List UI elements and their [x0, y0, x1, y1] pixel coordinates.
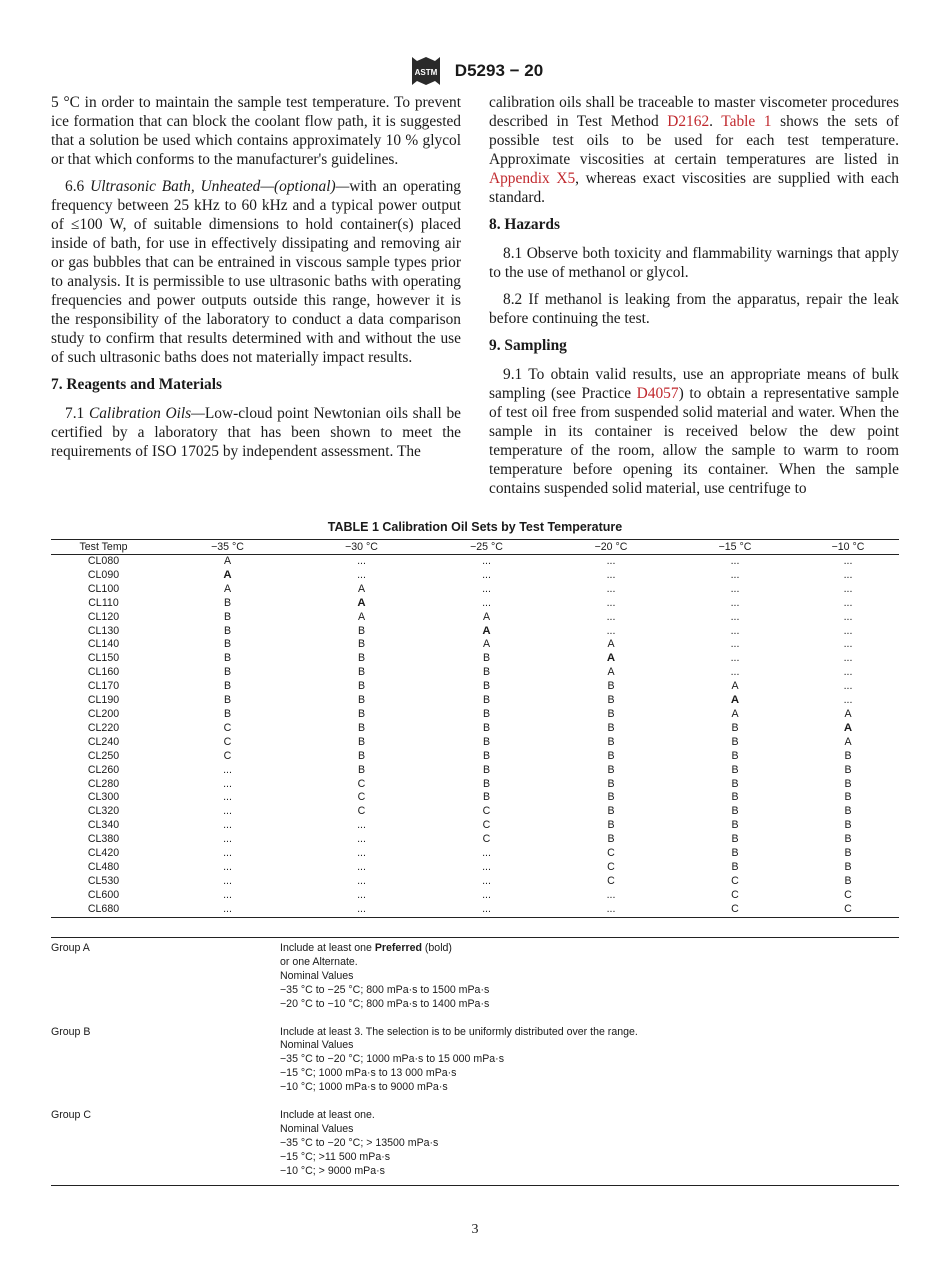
set-cell: B — [357, 624, 366, 637]
text-run: shows the sets of possible test oils to be used for each test temperature. Approximate viscosities at certain temperatures are listed in — [489, 113, 899, 168]
paragraph-text: Low-cloud point Newtonian oils shall be certified by a laboratory that has been shown to meet the requirements of ISO 17025 by independent assessment. The — [51, 405, 461, 460]
set-cell: B — [223, 680, 232, 693]
set-cell: ... — [843, 624, 853, 637]
set-cell: ... — [482, 874, 491, 887]
section-heading-7: 7. Reagents and Materials — [51, 376, 222, 393]
text-run: , whereas exact viscosities are supplied with each standard. — [489, 170, 900, 206]
table-row — [51, 736, 899, 750]
set-cell: ... — [482, 555, 491, 567]
set-cell: B — [223, 666, 232, 679]
oil-id-cell: CL140 — [87, 638, 120, 651]
set-cell: A — [844, 707, 852, 720]
group-line: Include at least 3. The selection is to be uniformly distributed over the range. — [280, 1025, 638, 1038]
set-cell: B — [844, 791, 852, 804]
group-line: −10 °C; > 9000 mPa·s — [280, 1164, 385, 1177]
set-cell: ... — [843, 610, 853, 623]
text-run: calibration oils shall be traceable to master viscometer procedures described in Test Method — [489, 94, 899, 130]
set-cell: B — [607, 749, 615, 762]
set-cell: C — [357, 777, 366, 790]
set-cell: ... — [223, 791, 232, 804]
table-row — [51, 805, 899, 819]
set-cell: ... — [730, 638, 740, 651]
set-cell: ... — [482, 888, 491, 901]
set-cell: B — [607, 694, 615, 707]
group-line: Nominal Values — [280, 969, 354, 982]
set-cell: C — [607, 874, 615, 887]
table-footnotes — [51, 937, 899, 1186]
group-line: −10 °C; 1000 mPa·s to 9000 mPa·s — [280, 1081, 448, 1094]
set-cell: ... — [606, 610, 616, 623]
set-cell: B — [607, 721, 615, 734]
set-cell: C — [844, 888, 852, 901]
link-table-1[interactable]: Table 1 — [721, 113, 772, 130]
set-cell: B — [482, 777, 491, 790]
set-cell: ... — [606, 624, 616, 637]
oil-id-cell: CL220 — [87, 721, 120, 734]
set-cell: B — [607, 763, 615, 776]
link-d4057[interactable]: D4057 — [636, 385, 679, 402]
set-cell: C — [482, 805, 491, 818]
set-cell: B — [607, 707, 615, 720]
table-row — [51, 680, 899, 694]
page-number: 3 — [471, 1222, 479, 1237]
set-cell: C — [731, 874, 739, 887]
set-cell: ... — [730, 652, 740, 665]
table-row — [51, 569, 899, 583]
column-header-temp: −30 °C — [299, 540, 424, 555]
set-cell: B — [223, 596, 232, 609]
table-row — [51, 861, 899, 875]
table-row — [51, 847, 899, 861]
group-note — [51, 1026, 899, 1096]
paragraph-text: with an operating frequency between 25 kHz to 60 kHz and a typical power output of ≤100 W, of suitable dimensions to hold container(s) placed inside of bath, for use in effectively dissipating and removing air or gas bubbles that can be entrained in viscous sample types prior to analysis. It is permissible to use ultrasonic baths with operating frequencies and power outputs outside this range, however it is the responsibility of the laboratory to conduct a data comparison study to confirm that results determined with and without the use of such ultrasonic baths does not materially impact results. — [51, 178, 461, 366]
table-row — [51, 555, 899, 569]
table-row — [51, 638, 899, 652]
set-cell: ... — [730, 568, 740, 581]
preferred-cell: A — [843, 721, 853, 734]
set-cell: B — [482, 666, 491, 679]
right-column — [489, 93, 899, 506]
group-line: −20 °C to −10 °C; 800 mPa·s to 1400 mPa·s — [280, 997, 490, 1010]
table-row — [51, 833, 899, 847]
group-name: Group A — [51, 942, 90, 954]
set-cell: ... — [223, 874, 232, 887]
group-line: −35 °C to −20 °C; 1000 mPa·s to 15 000 mPa·s — [280, 1053, 504, 1066]
set-cell: C — [482, 833, 491, 846]
set-cell: B — [844, 819, 852, 832]
table-row — [51, 708, 899, 722]
set-cell: ... — [482, 596, 491, 609]
astm-logo-icon — [407, 56, 445, 86]
oil-id-cell: CL380 — [87, 833, 120, 846]
set-cell: ... — [482, 847, 491, 860]
set-cell: B — [607, 819, 615, 832]
set-cell: ... — [482, 568, 491, 581]
oil-id-cell: CL600 — [87, 888, 120, 901]
set-cell: B — [482, 735, 491, 748]
oil-id-cell: CL200 — [87, 707, 120, 720]
oil-id-cell: CL680 — [51, 903, 156, 917]
set-cell: C — [673, 903, 797, 917]
set-cell: B — [357, 680, 366, 693]
set-cell: ... — [843, 694, 853, 707]
oil-id-cell: CL250 — [87, 749, 120, 762]
set-cell: B — [357, 721, 366, 734]
set-cell: ... — [223, 763, 232, 776]
oil-id-cell: CL530 — [87, 874, 120, 887]
set-cell: B — [357, 638, 366, 651]
set-cell: B — [482, 680, 491, 693]
table-row — [51, 722, 899, 736]
set-cell: C — [607, 847, 615, 860]
group-line: Include at least one. — [280, 1109, 375, 1122]
table-row — [51, 778, 899, 792]
set-cell: ... — [223, 819, 232, 832]
set-cell: B — [482, 749, 491, 762]
set-cell: B — [357, 763, 366, 776]
set-cell: B — [357, 735, 366, 748]
oil-id-cell: CL150 — [87, 652, 120, 665]
document-id: D5293 − 20 — [454, 61, 544, 80]
set-cell: ... — [730, 624, 740, 637]
table-row — [51, 903, 899, 917]
group-line: Include at least one Preferred (bold) — [280, 942, 452, 954]
oil-id-cell: CL260 — [87, 763, 120, 776]
set-cell: B — [357, 652, 366, 665]
set-cell: C — [482, 819, 491, 832]
set-cell: ... — [730, 555, 740, 567]
set-cell: B — [357, 749, 366, 762]
group-line: Nominal Values — [280, 1122, 354, 1135]
oil-id-cell: CL170 — [87, 680, 120, 693]
oil-id-cell: CL320 — [87, 805, 120, 818]
set-cell: ... — [843, 568, 853, 581]
paragraph-title: Calibration Oils— — [88, 405, 205, 422]
oil-id-cell: CL090 — [87, 568, 120, 581]
table-row — [51, 666, 899, 680]
table-row — [51, 764, 899, 778]
column-header-temp: −35 °C — [156, 540, 299, 555]
set-cell: B — [731, 763, 739, 776]
group-name: Group C — [51, 1109, 92, 1122]
section-heading-8: 8. Hazards — [489, 216, 560, 233]
table-row — [51, 611, 899, 625]
set-cell: ... — [223, 805, 232, 818]
set-cell: ... — [357, 860, 366, 873]
set-cell: B — [223, 707, 232, 720]
set-cell: ... — [357, 833, 366, 846]
set-cell: ... — [482, 582, 491, 595]
oil-id-cell: CL160 — [87, 666, 120, 679]
set-cell: B — [357, 707, 366, 720]
calibration-oil-table — [51, 539, 899, 918]
set-cell: B — [731, 735, 739, 748]
set-cell: ... — [606, 555, 616, 567]
oil-id-cell: CL100 — [87, 582, 120, 595]
set-cell: ... — [606, 568, 616, 581]
set-cell: B — [731, 833, 739, 846]
set-cell: ... — [843, 652, 853, 665]
group-name: Group B — [51, 1025, 91, 1038]
section-heading-9: 9. Sampling — [489, 337, 567, 354]
paragraph-title: Ultrasonic Bath, Unheated—(optional)— — [90, 178, 350, 195]
set-cell: B — [223, 652, 232, 665]
set-cell: A — [731, 680, 739, 693]
table-row — [51, 819, 899, 833]
set-cell: ... — [424, 903, 549, 917]
table-header-row — [51, 540, 899, 555]
set-cell: ... — [357, 568, 366, 581]
preferred-cell: A — [223, 568, 232, 581]
set-cell: A — [844, 735, 852, 748]
set-cell: B — [844, 847, 852, 860]
set-cell: B — [482, 721, 491, 734]
set-cell: A — [607, 666, 615, 679]
set-cell: ... — [730, 596, 740, 609]
set-cell: B — [482, 707, 491, 720]
table-row — [51, 750, 899, 764]
set-cell: B — [731, 847, 739, 860]
set-cell: B — [223, 694, 232, 707]
section-number: 7.1 — [65, 405, 85, 422]
set-cell: B — [223, 638, 232, 651]
set-cell: C — [731, 888, 739, 901]
oil-id-cell: CL480 — [87, 860, 120, 873]
paragraph-8-2: 8.2 If methanol is leaking from the apparatus, repair the leak before continuing the test. — [489, 291, 899, 327]
set-cell: B — [482, 694, 491, 707]
set-cell: ... — [223, 777, 232, 790]
set-cell: ... — [843, 555, 853, 567]
set-cell: C — [797, 903, 899, 917]
table-body — [51, 555, 899, 918]
preferred-cell: A — [606, 652, 616, 665]
set-cell: ... — [357, 847, 366, 860]
paragraph-6-5-continued: 5 °C in order to maintain the sample test temperature. To prevent ice formation that can block the coolant flow path, it is suggested that a solution be used which contains approximately 10 % glycol or that which conforms to the manufacturer's guidelines. — [51, 94, 461, 168]
preferred-cell: A — [482, 624, 491, 637]
set-cell: B — [844, 833, 852, 846]
set-cell: B — [482, 652, 491, 665]
preferred-cell: A — [357, 596, 366, 609]
paragraph-7-1 — [51, 404, 461, 461]
link-d2162[interactable]: D2162 — [667, 113, 710, 130]
set-cell: B — [731, 749, 739, 762]
group-line: −35 °C to −20 °C; > 13500 mPa·s — [280, 1136, 439, 1149]
column-header-temp: −25 °C — [424, 540, 549, 555]
set-cell: ... — [730, 582, 740, 595]
set-cell: A — [357, 582, 366, 595]
set-cell: ... — [223, 860, 232, 873]
set-cell: B — [731, 791, 739, 804]
set-cell: ... — [843, 638, 853, 651]
oil-id-cell: CL120 — [87, 610, 120, 623]
set-cell: ... — [299, 903, 424, 917]
paragraph-7-1-continued — [489, 93, 899, 207]
set-cell: ... — [156, 903, 299, 917]
set-cell: ... — [357, 819, 366, 832]
group-note — [51, 942, 899, 1012]
set-cell: ... — [843, 582, 853, 595]
set-cell: C — [223, 735, 232, 748]
paragraph-6-6 — [51, 177, 461, 367]
set-cell: ... — [843, 666, 853, 679]
set-cell: ... — [606, 582, 616, 595]
group-description — [280, 1026, 899, 1096]
logo-text: ASTM — [414, 68, 438, 77]
set-cell: B — [731, 777, 739, 790]
set-cell: ... — [223, 888, 232, 901]
group-line: or one Alternate. — [280, 955, 358, 968]
group-line: −15 °C; 1000 mPa·s to 13 000 mPa·s — [280, 1067, 457, 1080]
oil-id-cell: CL130 — [87, 624, 120, 637]
table-row — [51, 694, 899, 708]
set-cell: B — [607, 791, 615, 804]
column-header-temp: −20 °C — [549, 540, 673, 555]
group-line: −35 °C to −25 °C; 800 mPa·s to 1500 mPa·s — [280, 983, 490, 996]
set-cell: ... — [843, 680, 853, 693]
link-appendix-x5[interactable]: Appendix X5 — [489, 170, 576, 187]
set-cell: A — [731, 707, 739, 720]
set-cell: ... — [357, 555, 366, 567]
set-cell: ... — [549, 903, 673, 917]
set-cell: ... — [357, 888, 366, 901]
set-cell: B — [607, 805, 615, 818]
set-cell: B — [844, 763, 852, 776]
set-cell: A — [223, 555, 232, 567]
oil-id-cell: CL240 — [87, 735, 120, 748]
group-note — [51, 1109, 899, 1179]
table-row — [51, 889, 899, 903]
set-cell: ... — [730, 666, 740, 679]
oil-id-cell: CL340 — [87, 819, 120, 832]
table-row — [51, 652, 899, 666]
set-cell: B — [223, 610, 232, 623]
group-line: −15 °C; >11 500 mPa·s — [280, 1150, 391, 1163]
group-description — [280, 942, 899, 1012]
set-cell: B — [731, 860, 739, 873]
table-row — [51, 625, 899, 639]
set-cell: B — [607, 833, 615, 846]
oil-id-cell: CL190 — [87, 694, 120, 707]
set-cell: B — [731, 721, 739, 734]
table-row — [51, 583, 899, 597]
set-cell: B — [482, 763, 491, 776]
set-cell: B — [607, 777, 615, 790]
set-cell: A — [482, 638, 491, 651]
set-cell: C — [357, 791, 366, 804]
set-cell: ... — [482, 860, 491, 873]
set-cell: C — [607, 860, 615, 873]
set-cell: ... — [606, 888, 616, 901]
text-run: . — [709, 113, 722, 130]
preferred-cell: A — [730, 694, 740, 707]
oil-id-cell: CL110 — [88, 596, 119, 609]
set-cell: A — [482, 610, 491, 623]
set-cell: A — [357, 610, 366, 623]
paragraph-9-1 — [489, 365, 899, 498]
set-cell: B — [731, 805, 739, 818]
oil-id-cell: CL280 — [87, 777, 120, 790]
set-cell: B — [607, 680, 615, 693]
paragraph-8-1: 8.1 Observe both toxicity and flammability warnings that apply to the use of methanol or glycol. — [489, 245, 899, 281]
table-caption: TABLE 1 Calibration Oil Sets by Test Temperature — [327, 520, 623, 534]
text-run: 9.1 To obtain valid results, use an appropriate means of bulk sampling (see Practice — [489, 366, 899, 402]
set-cell: C — [357, 805, 366, 818]
set-cell: ... — [730, 610, 740, 623]
oil-id-cell: CL420 — [87, 847, 120, 860]
table-row — [51, 597, 899, 611]
set-cell: ... — [357, 874, 366, 887]
left-column — [51, 93, 461, 469]
set-cell: ... — [843, 596, 853, 609]
group-line: Nominal Values — [280, 1039, 354, 1052]
text-run: ) to obtain a representative sample of test oil free from suspended solid material and water. When the sample in its container is received below the dew point temperature of the room, allow the sample to warm to room temperature before opening its container. When the sample contains suspended solid material, use centrifuge to — [489, 385, 899, 497]
set-cell: ... — [606, 596, 616, 609]
set-cell: B — [731, 819, 739, 832]
set-cell: B — [357, 666, 366, 679]
set-cell: B — [223, 624, 232, 637]
page-header — [0, 56, 950, 86]
oil-id-cell: CL080 — [87, 555, 120, 567]
set-cell: B — [482, 791, 491, 804]
set-cell: B — [844, 860, 852, 873]
set-cell: C — [223, 749, 232, 762]
set-cell: A — [223, 582, 232, 595]
set-cell: C — [223, 721, 232, 734]
column-header-temp: −10 °C — [797, 540, 899, 555]
set-cell: ... — [223, 847, 232, 860]
set-cell: B — [357, 694, 366, 707]
set-cell: ... — [223, 833, 232, 846]
set-cell: B — [844, 805, 852, 818]
set-cell: B — [844, 749, 852, 762]
set-cell: B — [607, 735, 615, 748]
table-row — [51, 875, 899, 889]
section-number: 6.6 — [65, 178, 85, 195]
oil-id-cell: CL300 — [87, 791, 120, 804]
set-cell: B — [844, 874, 852, 887]
table-row — [51, 791, 899, 805]
set-cell: B — [844, 777, 852, 790]
set-cell: A — [607, 638, 615, 651]
group-description — [280, 1109, 899, 1179]
column-header-test-temp: Test Temp — [51, 540, 156, 555]
column-header-temp: −15 °C — [673, 540, 797, 555]
